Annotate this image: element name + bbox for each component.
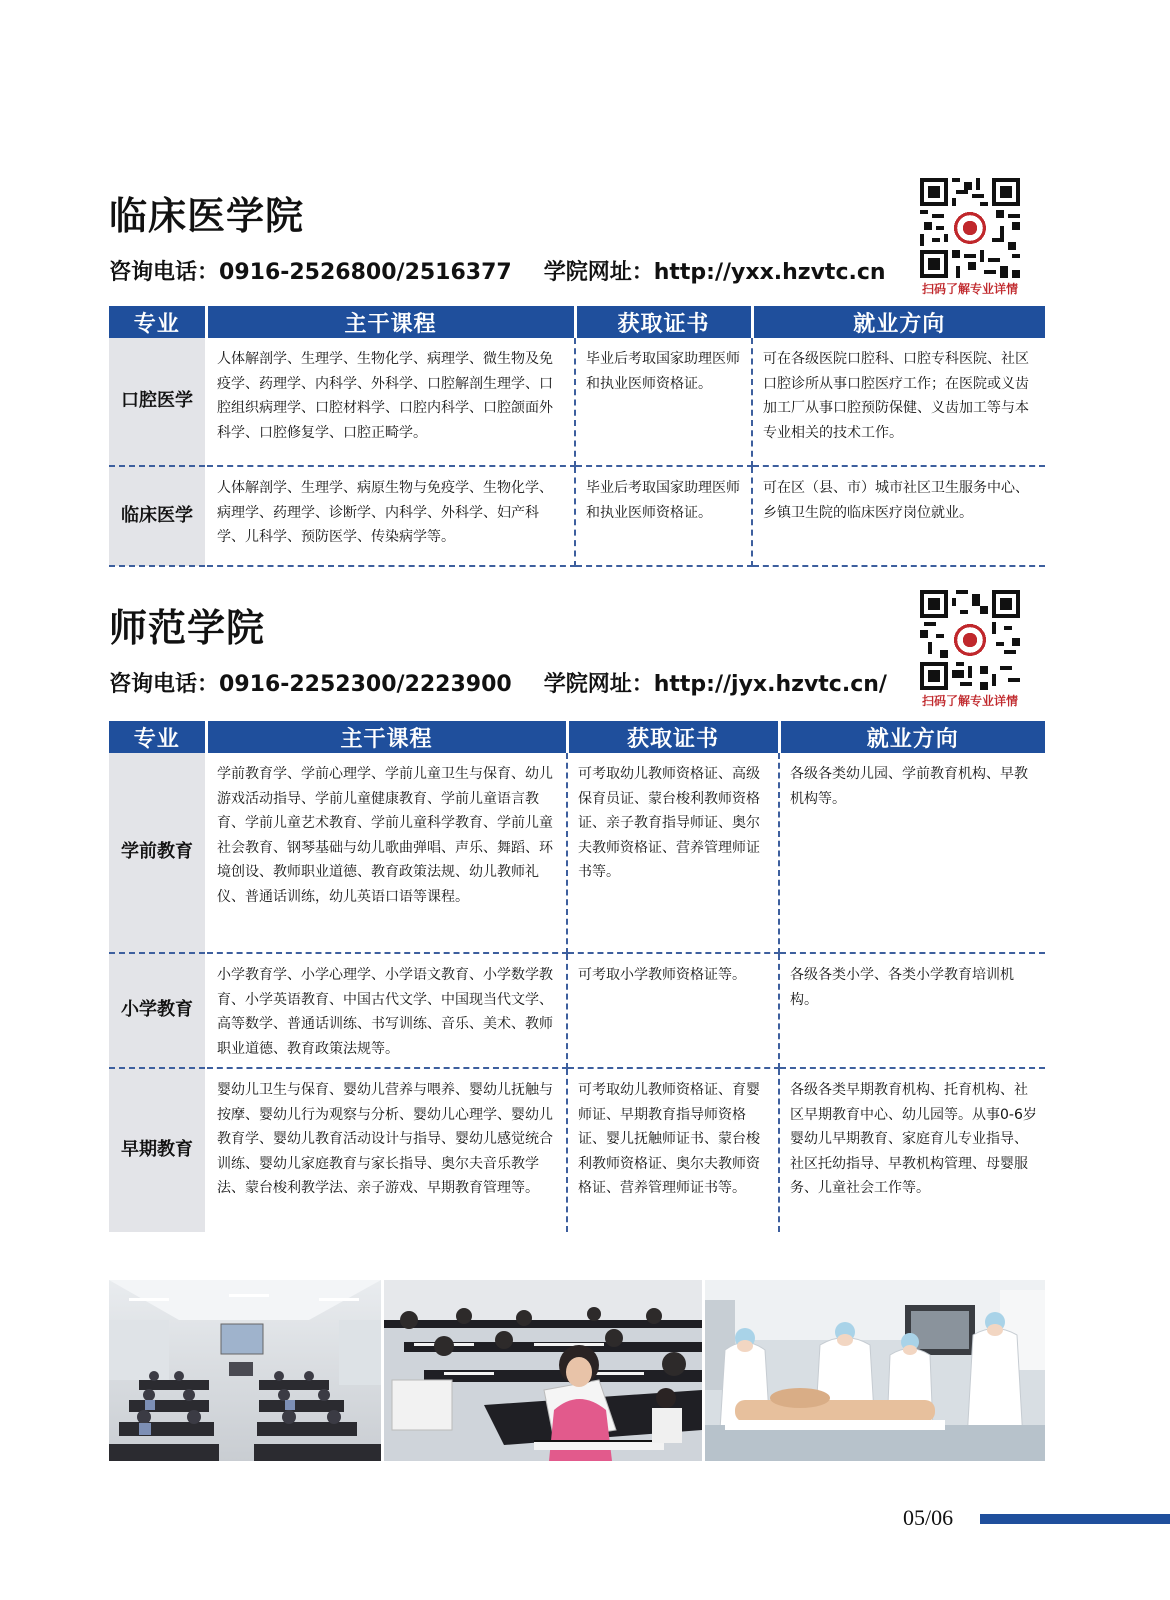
qr-code-icon[interactable] [920,178,1020,278]
major-career: 可在区（县、市）城市社区卫生服务中心、乡镇卫生院的临床医疗岗位就业。 [752,466,1045,566]
clinical-web-link[interactable]: http://yxx.hzvtc.cn [653,260,886,285]
major-career: 可在各级医院口腔科、口腔专科医院、社区口腔诊所从事口腔医疗工作；在医院或义齿加工厂从事口腔预防保健、义齿加工等与本专业相关的技术工作。 [752,338,1045,466]
header-career: 就业方向 [779,721,1045,753]
classroom-photo [109,1280,381,1461]
clinical-title: 临床医学院 [109,194,305,238]
major-name: 口腔医学 [109,338,206,466]
major-career: 各级各类幼儿园、学前教育机构、早教机构等。 [779,753,1045,953]
major-career: 各级各类早期教育机构、托育机构、社区早期教育中心、幼儿园等。从事0-6岁婴幼儿早期教育、家庭育儿专业指导、社区托幼指导、早教机构管理、母婴服务、儿童社会工作等。 [790,1082,1037,1196]
header-courses: 主干课程 [206,306,575,338]
major-courses: 学前教育学、学前心理学、学前儿童卫生与保育、幼儿游戏活动指导、学前儿童健康教育、学前儿童语言教育、学前儿童艺术教育、学前儿童科学教育、学前儿童社会教育、钢琴基础与幼儿歌曲弹唱、声乐、舞蹈、环境创设、教师职业道德、教育政策法规、幼儿教师礼仪、普通话训练，幼儿英语口语等课程。 [206,753,567,953]
page-decor-bar [980,1514,1170,1524]
normal-program-table [109,721,1045,1232]
medical-training-image [705,1280,1045,1461]
clinical-table-header-row [109,306,1045,338]
major-courses: 婴幼儿卫生与保育、婴幼儿营养与喂养、婴幼儿抚触与按摩、婴幼儿行为观察与分析、婴幼儿心理学、婴幼儿教育学、婴幼儿教育活动设计与指导、婴幼儿感觉统合训练、婴幼儿家庭教育与家长指导、奥尔夫音乐教学法、蒙台梭利教学法、亲子游戏、早期教育管理等。 [206,1068,567,1232]
normal-qr-block [905,590,1035,709]
table-row [109,338,1045,466]
major-career: 各级各类小学、各类小学教育培训机构。 [779,953,1045,1068]
photo-strip [109,1280,1045,1461]
header-major: 专业 [109,306,206,338]
qr-code-icon[interactable] [920,590,1020,690]
normal-title: 师范学院 [109,606,266,650]
major-name: 临床医学 [109,466,206,566]
major-certs: 可考取小学教师资格证等。 [567,953,779,1068]
header-certs: 获取证书 [575,306,752,338]
normal-web-link[interactable]: http://jyx.hzvtc.cn/ [653,672,887,697]
major-certs: 可考取幼儿教师资格证、高级保育员证、蒙台梭利教师资格证、亲子教育指导师证、奥尔夫教师资格证、营养管理师证书等。 [567,753,779,953]
clinical-program-table [109,306,1045,567]
normal-web-label: 学院网址： [543,672,654,697]
header-certs: 获取证书 [567,721,779,753]
table-row [109,953,1045,1068]
major-name: 小学教育 [109,953,206,1068]
major-certs: 毕业后考取国家助理医师和执业医师资格证。 [575,338,752,466]
normal-qr-caption: 扫码了解专业详情 [921,694,1018,708]
medical-training-photo [705,1280,1045,1461]
table-row [109,1068,1045,1232]
major-courses: 人体解剖学、生理学、生物化学、病理学、微生物及免疫学、药理学、内科学、外科学、口腔解剖生理学、口腔组织病理学、口腔材料学、口腔内科学、口腔颌面外科学、口腔修复学、口腔正畸学。 [206,338,575,466]
normal-phone: 0916-2252300/2223900 [219,672,512,697]
clinical-web-label: 学院网址： [543,260,654,285]
major-certs: 毕业后考取国家助理医师和执业医师资格证。 [575,466,752,566]
clinical-phone: 0916-2526800/2516377 [219,260,512,285]
page-number: 05/06 [903,1505,954,1530]
header-courses: 主干课程 [206,721,567,753]
classroom-image [109,1280,381,1461]
major-name: 学前教育 [109,753,206,953]
clinical-qr-block [905,178,1035,297]
major-courses: 小学教育学、小学心理学、小学语文教育、小学数学教育、小学英语教育、中国古代文学、中国现当代文学、高等数学、普通话训练、书写训练、音乐、美术、教师职业道德、教育政策法规等。 [206,953,567,1068]
piano-lesson-image [384,1280,702,1461]
normal-phone-label: 咨询电话： [109,672,220,697]
header-major: 专业 [109,721,206,753]
header-career: 就业方向 [752,306,1045,338]
table-row [109,753,1045,953]
piano-lesson-photo [384,1280,702,1461]
clinical-phone-label: 咨询电话： [109,260,220,285]
table-row [109,466,1045,566]
major-certs: 可考取幼儿教师资格证、育婴师证、早期教育指导师资格证、婴儿抚触师证书、蒙台梭利教师资格证、奥尔夫教师资格证、营养管理师证书等。 [567,1068,779,1232]
major-name: 早期教育 [109,1068,206,1232]
major-courses: 人体解剖学、生理学、病原生物与免疫学、生物化学、病理学、药理学、诊断学、内科学、外科学、妇产科学、儿科学、预防医学、传染病学等。 [206,466,575,566]
normal-table-header-row [109,721,1045,753]
clinical-qr-caption: 扫码了解专业详情 [921,282,1018,296]
